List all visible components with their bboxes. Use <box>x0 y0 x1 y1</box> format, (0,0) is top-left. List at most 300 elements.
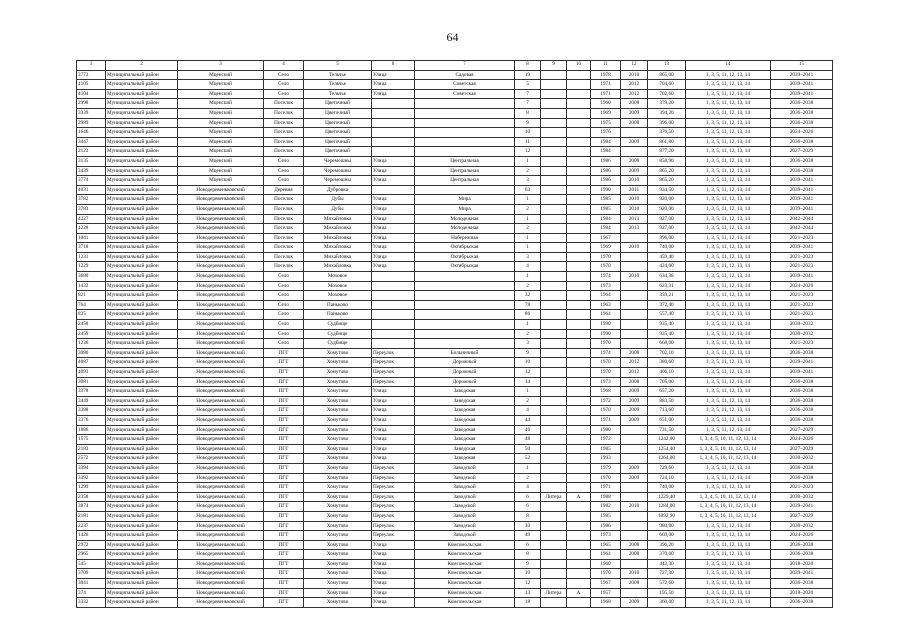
table-cell <box>415 99 515 109</box>
table-cell: 1970 <box>591 569 621 579</box>
table-cell: 724,10 <box>648 473 686 483</box>
table-cell <box>567 70 591 80</box>
table-cell: 1971 <box>591 89 621 99</box>
table-cell <box>567 339 591 349</box>
table-row <box>77 70 833 80</box>
table-cell: 2039–2041 <box>771 368 833 378</box>
table-cell: Переулок <box>372 483 415 493</box>
table-cell: 2030–2032 <box>771 492 833 502</box>
table-cell: 3 <box>515 252 541 262</box>
table-cell: Новодеревеньковский <box>178 396 264 406</box>
table-cell: Новодеревеньковский <box>178 425 264 435</box>
table-cell <box>415 272 515 282</box>
table-cell: 2009 <box>621 396 648 406</box>
table-cell: 360,00 <box>648 598 686 608</box>
table-cell <box>567 454 591 464</box>
table-cell: Муниципальный район <box>106 368 178 378</box>
table-cell: Новодеревеньковский <box>178 598 264 608</box>
table-cell: Комсомольская <box>415 579 515 589</box>
table-cell: 2237 <box>77 521 106 531</box>
table-cell: 1, 3, 5, 11, 12, 13, 14 <box>686 252 771 262</box>
table-cell: Мира <box>415 195 515 205</box>
table-cell <box>541 128 567 138</box>
table-cell: 2039–2041 <box>771 176 833 186</box>
table-cell: Улица <box>372 233 415 243</box>
table-cell: Хомутово <box>304 492 372 502</box>
table-cell: Муниципальный район <box>106 320 178 330</box>
table-cell: Муниципальный район <box>106 128 178 138</box>
table-cell: 3376 <box>77 415 106 425</box>
table-cell: Муниципальный район <box>106 185 178 195</box>
table-cell <box>372 310 415 320</box>
table-cell: Деревня <box>264 185 304 195</box>
table-cell: 927,00 <box>648 214 686 224</box>
table-row <box>77 128 833 138</box>
table-cell: Дорожный <box>415 358 515 368</box>
table-cell: 1, 3, 5, 11, 12, 13, 14 <box>686 531 771 541</box>
table-cell: 3783 <box>77 204 106 214</box>
table-cell <box>621 425 648 435</box>
table-row <box>77 425 833 435</box>
table-cell: Новодеревеньковский <box>178 320 264 330</box>
table-cell: 1, 3, 5, 11, 12, 13, 14 <box>686 310 771 320</box>
table-row <box>77 531 833 541</box>
table-cell: 2 <box>515 166 541 176</box>
table-cell <box>567 435 591 445</box>
table-cell: 2021–2023 <box>771 483 833 493</box>
table-cell: 2039–2041 <box>771 243 833 253</box>
column-number: 15 <box>771 61 833 71</box>
table-cell: Муниципальный район <box>106 579 178 589</box>
table-cell <box>567 521 591 531</box>
table-cell: 1973 <box>591 377 621 387</box>
housing-register-table <box>76 60 833 608</box>
table-cell: 1, 3, 5, 11, 12, 13, 14 <box>686 185 771 195</box>
table-cell: Поселок <box>264 204 304 214</box>
table-row <box>77 176 833 186</box>
table-cell: 2024–2026 <box>771 281 833 291</box>
table-cell: 623,31 <box>648 281 686 291</box>
table-cell: 2008 <box>621 99 648 109</box>
table-cell: Улица <box>372 559 415 569</box>
table-cell: 1, 3, 5, 11, 12, 13, 14 <box>686 214 771 224</box>
table-cell: 406,10 <box>648 368 686 378</box>
table-cell: 9 <box>515 348 541 358</box>
table-cell: Муниципальный район <box>106 262 178 272</box>
table-cell: Центральная <box>415 156 515 166</box>
table-cell: 2027–2029 <box>771 444 833 454</box>
table-cell: 12 <box>515 368 541 378</box>
table-cell <box>541 339 567 349</box>
table-cell: 1299 <box>77 483 106 493</box>
table-cell: Заводская <box>415 396 515 406</box>
table-cell: 1229 <box>77 262 106 272</box>
table-cell: 2012 <box>621 80 648 90</box>
table-cell: 740,00 <box>648 483 686 493</box>
table-cell: 1, 3, 5, 11, 12, 13, 14 <box>686 300 771 310</box>
table-cell: 821 <box>77 291 106 301</box>
table-cell <box>567 358 591 368</box>
table-cell: 2039–2041 <box>771 195 833 205</box>
table-cell: 2021–2023 <box>771 233 833 243</box>
table-cell: 3041 <box>77 579 106 589</box>
table-cell: Новодеревеньковский <box>178 415 264 425</box>
table-cell: 2021–2023 <box>771 300 833 310</box>
table-cell <box>541 176 567 186</box>
table-cell: Муниципальный район <box>106 387 178 397</box>
table-cell <box>567 89 591 99</box>
table-cell: Черемошны <box>304 176 372 186</box>
table-cell: 2012 <box>621 368 648 378</box>
table-cell <box>415 310 515 320</box>
table-cell: 50 <box>515 444 541 454</box>
table-cell: 8 <box>515 511 541 521</box>
table-cell: Муниципальный район <box>106 272 178 282</box>
table-cell: 380,60 <box>648 358 686 368</box>
table-cell: Улица <box>372 195 415 205</box>
table-cell: Заводской <box>415 531 515 541</box>
table-cell <box>541 377 567 387</box>
table-cell <box>567 300 591 310</box>
table-cell: 1, 3, 5, 11, 12, 13, 14 <box>686 473 771 483</box>
table-cell: 3447 <box>77 137 106 147</box>
table-cell <box>415 300 515 310</box>
table-cell: Муниципальный район <box>106 473 178 483</box>
table-cell: Переулок <box>372 531 415 541</box>
table-cell: 1041 <box>77 233 106 243</box>
table-cell: Новодеревеньковский <box>178 569 264 579</box>
table-cell: Судбище <box>304 329 372 339</box>
table-cell: 2013 <box>621 214 648 224</box>
table-cell: 2010 <box>621 195 648 205</box>
table-cell: 3718 <box>77 243 106 253</box>
table-cell: 2183 <box>77 444 106 454</box>
table-cell <box>372 272 415 282</box>
table-cell <box>541 147 567 157</box>
table-cell: Улица <box>372 588 415 598</box>
table-cell <box>567 569 591 579</box>
table-cell: 1, 3, 4, 5, 10, 11, 12, 13, 14 <box>686 435 771 445</box>
table-cell: 2039–2041 <box>771 185 833 195</box>
table-cell: Улица <box>372 214 415 224</box>
table-cell: Заводской <box>415 492 515 502</box>
table-cell: 727,30 <box>648 569 686 579</box>
table-cell: 1, 3, 5, 11, 12, 13, 14 <box>686 262 771 272</box>
table-cell: Улица <box>372 406 415 416</box>
table-cell: 764 <box>77 300 106 310</box>
column-number: 11 <box>591 61 621 71</box>
table-cell: 657,20 <box>648 387 686 397</box>
table-cell: 3449 <box>77 396 106 406</box>
table-cell: Муниципальный район <box>106 463 178 473</box>
table-cell: Муниципальный район <box>106 559 178 569</box>
table-cell: Дорожный <box>415 368 515 378</box>
table-cell <box>621 559 648 569</box>
table-cell: 2039–2041 <box>771 272 833 282</box>
table-cell: 1575 <box>77 435 106 445</box>
table-cell: Улица <box>372 224 415 234</box>
table-cell: 858,90 <box>648 156 686 166</box>
table-cell: 2021–2023 <box>771 252 833 262</box>
table-cell: 1, 3, 5, 11, 12, 13, 14 <box>686 387 771 397</box>
table-cell: Поселок <box>264 195 304 205</box>
table-cell: Муниципальный район <box>106 99 178 109</box>
table-cell: 3680 <box>77 272 106 282</box>
table-cell: 2008 <box>621 348 648 358</box>
table-cell: Садовая <box>415 70 515 80</box>
table-cell: 1970 <box>591 406 621 416</box>
table-cell: 2018–2020 <box>771 588 833 598</box>
table-cell: Муниципальный район <box>106 214 178 224</box>
table-cell: Улица <box>372 80 415 90</box>
table-cell <box>372 339 415 349</box>
table-row <box>77 89 833 99</box>
table-cell <box>541 540 567 550</box>
table-cell: 3388 <box>77 406 106 416</box>
table-cell: 1965 <box>591 540 621 550</box>
table-cell: Село <box>264 300 304 310</box>
table-cell: Улица <box>372 540 415 550</box>
table-row <box>77 329 833 339</box>
table-cell: Улица <box>372 89 415 99</box>
table-cell <box>567 377 591 387</box>
table-cell: Новодеревеньковский <box>178 483 264 493</box>
table-cell: Новодеревеньковский <box>178 339 264 349</box>
table-cell <box>621 492 648 502</box>
table-cell: Хомутово <box>304 511 372 521</box>
table-cell: 2008 <box>621 156 648 166</box>
table-cell: 9 <box>515 118 541 128</box>
table-cell: Поселок <box>264 118 304 128</box>
table-cell: Муниципальный район <box>106 550 178 560</box>
table-cell: 4093 <box>77 368 106 378</box>
table-cell: Дорожный <box>415 377 515 387</box>
table-cell: 702,60 <box>648 89 686 99</box>
table-cell: Новодеревеньковский <box>178 348 264 358</box>
table-cell <box>621 252 648 262</box>
table-cell: 2039–2041 <box>771 569 833 579</box>
table-cell: Поселок <box>264 108 304 118</box>
table-cell: 459,40 <box>648 252 686 262</box>
table-cell <box>567 406 591 416</box>
table-cell: Новодеревеньковский <box>178 588 264 598</box>
table-cell: 2998 <box>77 99 106 109</box>
table-cell: 740,00 <box>648 243 686 253</box>
table-cell: 2036–2038 <box>771 156 833 166</box>
table-row <box>77 310 833 320</box>
table-cell: 1970 <box>591 339 621 349</box>
table-cell: Новодеревеньковский <box>178 300 264 310</box>
column-number: 7 <box>415 61 515 71</box>
column-number: 6 <box>372 61 415 71</box>
table-cell <box>541 598 567 608</box>
table-cell: 1990 <box>591 320 621 330</box>
table-cell: Муниципальный район <box>106 233 178 243</box>
table-cell: Новодеревеньковский <box>178 291 264 301</box>
table-cell: Мценский <box>178 156 264 166</box>
table-cell: 1986 <box>591 521 621 531</box>
table-cell <box>621 531 648 541</box>
table-cell: 651,00 <box>648 415 686 425</box>
table-cell <box>541 243 567 253</box>
table-cell: 2039–2041 <box>771 204 833 214</box>
table-cell: Муниципальный район <box>106 511 178 521</box>
table-cell <box>541 70 567 80</box>
table-cell: 1973 <box>591 531 621 541</box>
table-cell: Цветочный <box>304 128 372 138</box>
table-cell: 1, 3, 5, 11, 12, 13, 14 <box>686 233 771 243</box>
table-cell: 2036–2038 <box>771 99 833 109</box>
table-cell: 32 <box>515 291 541 301</box>
table-cell: Заводская <box>415 435 515 445</box>
table-cell: 8 <box>515 108 541 118</box>
table-cell: 1242,00 <box>648 435 686 445</box>
table-cell: Новодеревеньковский <box>178 329 264 339</box>
table-cell <box>541 415 567 425</box>
table-cell <box>372 329 415 339</box>
table-cell: Мценский <box>178 176 264 186</box>
table-cell: 1971 <box>591 483 621 493</box>
table-cell: Село <box>264 310 304 320</box>
table-cell <box>621 128 648 138</box>
table-cell: 1, 3, 5, 11, 12, 13, 14 <box>686 521 771 531</box>
table-cell <box>621 339 648 349</box>
table-cell: 1254,40 <box>648 444 686 454</box>
table-cell: 1, 3, 5, 11, 12, 13, 14 <box>686 579 771 589</box>
table-cell <box>372 320 415 330</box>
table-cell: Октябрьская <box>415 243 515 253</box>
table-cell: Цветочный <box>304 118 372 128</box>
table-cell: 1974 <box>591 272 621 282</box>
table-cell: Новодеревеньковский <box>178 233 264 243</box>
table-cell: 1, 3, 5, 11, 12, 13, 14 <box>686 348 771 358</box>
table-cell: 11 <box>515 137 541 147</box>
table-cell: 1, 3, 4, 5, 10, 11, 12, 13, 14 <box>686 444 771 454</box>
table-cell: 1963 <box>591 300 621 310</box>
table-cell: ПГТ <box>264 377 304 387</box>
table-cell: 1970 <box>591 473 621 483</box>
table-cell: 7 <box>515 89 541 99</box>
table-cell: ПГТ <box>264 598 304 608</box>
table-cell: 934,50 <box>648 185 686 195</box>
table-cell <box>541 511 567 521</box>
table-cell: 702,10 <box>648 348 686 358</box>
table-cell: 1, 3, 5, 11, 12, 13, 14 <box>686 272 771 282</box>
table-cell: 2021–2023 <box>771 262 833 272</box>
table-cell: ПГТ <box>264 348 304 358</box>
table-cell: 52 <box>515 454 541 464</box>
table-cell: Село <box>264 272 304 282</box>
table-cell: 2027–2029 <box>771 425 833 435</box>
table-cell: 865,20 <box>648 166 686 176</box>
table-cell <box>567 463 591 473</box>
table-cell <box>541 502 567 512</box>
table-cell: 1 <box>515 320 541 330</box>
table-cell: Муниципальный район <box>106 492 178 502</box>
table-cell <box>372 185 415 195</box>
table-cell <box>415 137 515 147</box>
table-cell <box>567 531 591 541</box>
table-cell: 705,00 <box>648 377 686 387</box>
table-cell: Поселок <box>264 233 304 243</box>
column-number-row <box>77 61 833 71</box>
table-cell: 3 <box>515 339 541 349</box>
table-cell <box>415 291 515 301</box>
table-cell: 1231 <box>77 252 106 262</box>
table-cell <box>372 281 415 291</box>
table-cell: 1985 <box>591 195 621 205</box>
table-cell <box>372 137 415 147</box>
table-cell: 1, 3, 5, 11, 12, 13, 14 <box>686 415 771 425</box>
table-cell: Мценский <box>178 137 264 147</box>
table-cell: 1, 3, 5, 11, 12, 13, 14 <box>686 425 771 435</box>
table-cell <box>541 396 567 406</box>
table-cell: 1979 <box>591 463 621 473</box>
table-cell: 2965 <box>77 550 106 560</box>
table-cell: 4227 <box>77 214 106 224</box>
table-cell <box>567 80 591 90</box>
table-cell: 2036–2038 <box>771 137 833 147</box>
table-row <box>77 108 833 118</box>
table-cell: ПГТ <box>264 444 304 454</box>
table-cell: 4087 <box>77 358 106 368</box>
table-cell: Комсомольская <box>415 598 515 608</box>
table-cell <box>541 281 567 291</box>
table-cell: Судбище <box>304 320 372 330</box>
table-cell: Комсомольская <box>415 559 515 569</box>
table-cell: 1, 3, 5, 11, 12, 13, 14 <box>686 320 771 330</box>
table-cell: Переулок <box>372 368 415 378</box>
table-cell: 86 <box>515 310 541 320</box>
table-row <box>77 387 833 397</box>
table-cell <box>541 579 567 589</box>
table-row <box>77 281 833 291</box>
table-cell: Новодеревеньковский <box>178 511 264 521</box>
table-cell: Советская <box>415 89 515 99</box>
table-cell <box>567 185 591 195</box>
table-cell: 835 <box>77 310 106 320</box>
table-cell: 861,80 <box>648 137 686 147</box>
table-cell: 2021–2023 <box>771 310 833 320</box>
table-row <box>77 320 833 330</box>
table-cell: ПГТ <box>264 540 304 550</box>
table-cell: 1, 3, 5, 11, 12, 13, 14 <box>686 291 771 301</box>
table-cell: Село <box>264 89 304 99</box>
table-cell: 396,00 <box>648 118 686 128</box>
table-cell: 920,00 <box>648 195 686 205</box>
table-row <box>77 435 833 445</box>
table-row <box>77 348 833 358</box>
table-cell <box>541 473 567 483</box>
table-cell: Тельчье <box>304 80 372 90</box>
table-row <box>77 214 833 224</box>
table-cell: 4228 <box>77 224 106 234</box>
table-cell <box>372 108 415 118</box>
table-cell <box>567 348 591 358</box>
table-cell: Новодеревеньковский <box>178 387 264 397</box>
table-cell: 1, 3, 5, 11, 12, 13, 14 <box>686 588 771 598</box>
table-cell: Молодежная <box>415 214 515 224</box>
table-cell: ПГТ <box>264 511 304 521</box>
column-number: 10 <box>567 61 591 71</box>
table-cell: 1, 3, 5, 11, 12, 13, 14 <box>686 147 771 157</box>
table-cell: Муниципальный район <box>106 598 178 608</box>
table-cell: 1, 3, 5, 11, 12, 13, 14 <box>686 99 771 109</box>
table-cell: 2181 <box>77 511 106 521</box>
table-cell: ПГТ <box>264 396 304 406</box>
table-cell: 1969 <box>591 243 621 253</box>
table-cell: 2036–2038 <box>771 396 833 406</box>
